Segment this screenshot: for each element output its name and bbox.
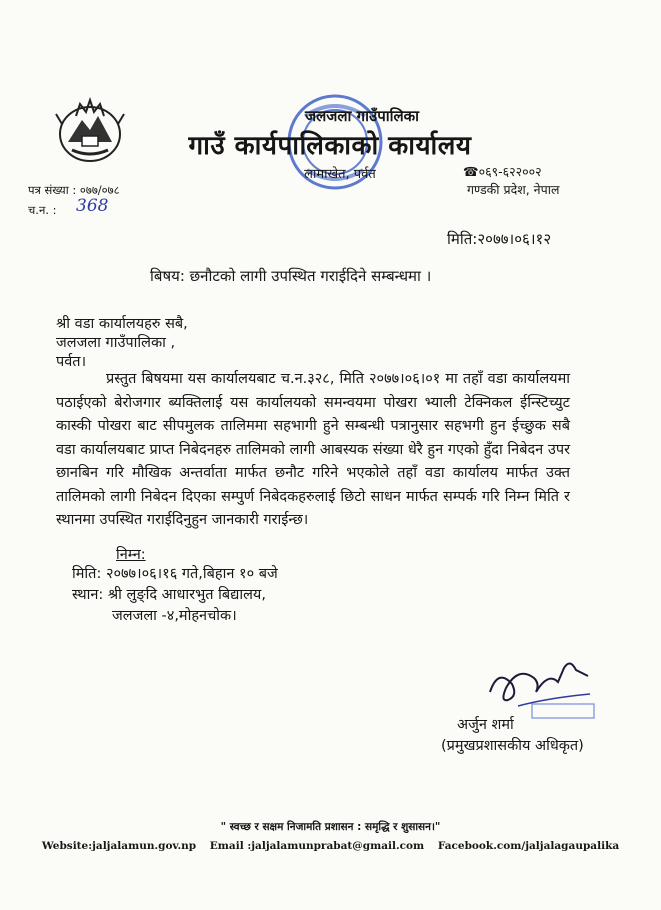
office-phone: ☎०६९-६२२००२ bbox=[463, 164, 542, 179]
letter-body bbox=[56, 368, 570, 533]
dispatch-number-handwritten: 368 bbox=[76, 196, 109, 216]
office-location: लामाखेत, पर्वत bbox=[304, 167, 376, 182]
office-province: गण्डकी प्रदेश, नेपाल bbox=[467, 182, 560, 197]
letter-date: मिति:२०७७।०६।१२ bbox=[447, 230, 552, 248]
office-name: गाउँ कार्यपालिकाको कार्यालय bbox=[188, 131, 472, 161]
addressee-line-3: पर्वत। bbox=[56, 354, 87, 370]
footer-motto: " स्वच्छ र सक्षम निजामति प्रशासन : समृद्धि र शुसासन।" bbox=[220, 821, 441, 833]
details-place: स्थान: श्री लुङ्दि आधारभुत बिद्यालय, bbox=[72, 587, 266, 603]
footer-facebook[interactable]: Facebook.com/jaljalagaupalika bbox=[437, 840, 620, 852]
nepal-emblem-icon bbox=[52, 94, 128, 166]
dispatch-number-label: च.न. : bbox=[28, 203, 57, 217]
footer-contact bbox=[0, 840, 661, 852]
letter-subject: बिषय: छनौटको लागी उपस्थित गराईदिने सम्बन्धमा । bbox=[150, 267, 432, 285]
addressee-line-1: श्री वडा कार्यालयहरु सबै, bbox=[56, 316, 188, 332]
signatory-name: अर्जुन शर्मा bbox=[457, 717, 514, 733]
signature-scribble-icon bbox=[478, 648, 600, 720]
footer-email[interactable]: Email :jaljalamunprabat@gmail.com bbox=[209, 840, 425, 852]
reference-number: पत्र संख्या : ०७७/०७८ bbox=[28, 183, 120, 197]
footer-website[interactable]: Website:jaljalamun.gov.np bbox=[41, 840, 197, 852]
addressee-line-2: जलजला गाउँपालिका , bbox=[56, 335, 176, 351]
details-place-address: जलजला -४,मोहनचोक। bbox=[112, 608, 237, 624]
municipality-name: जलजला गाउँपालिका bbox=[304, 107, 420, 125]
details-date: मिति: २०७७।०६।१६ गते,बिहान १० बजे bbox=[72, 566, 278, 582]
signatory-title: (प्रमुखप्रशासकीय अधिकृत) bbox=[441, 738, 584, 754]
body-paragraph-text: प्रस्तुत बिषयमा यस कार्यालयबाट च.न.३२८, मिति २०७७।०६।०१ मा तहाँ वडा कार्यालयमा पठाईएको बेरोजगार ब्यक्तिलाई यस कार्यालयको समन्वयमा पोखरा भ्याली टेक्निकल ईन्स्टिच्युट कास्की पोखरा बाट सीपमुलक तालिममा सहभागी हुने सम्बन्धी पत्रानुसार सहभगी हुन ईच्छुक सबै वडा कार्यालयबाट प्राप्त निबेदनहरु तालिमको लागी आबस्यक संख्या धेरै हुन गएको हुँदा निबेदन उपर छानबिन गरि मौखिक अन्तर्वाता मार्फत छनौट गरिने भएकोले तहाँ वडा कार्यालय मार्फत उक्त तालिमको लागी निबेदन दिएका सम्पुर्ण निबेदकहरुलाई छिटो साधन मार्फत सम्पर्क गरि निम्न मिति र स्थानमा उपस्थित गराईदिनुहुन जानकारी गराईन्छ। bbox=[56, 371, 570, 528]
details-heading: निम्न: bbox=[116, 547, 146, 563]
